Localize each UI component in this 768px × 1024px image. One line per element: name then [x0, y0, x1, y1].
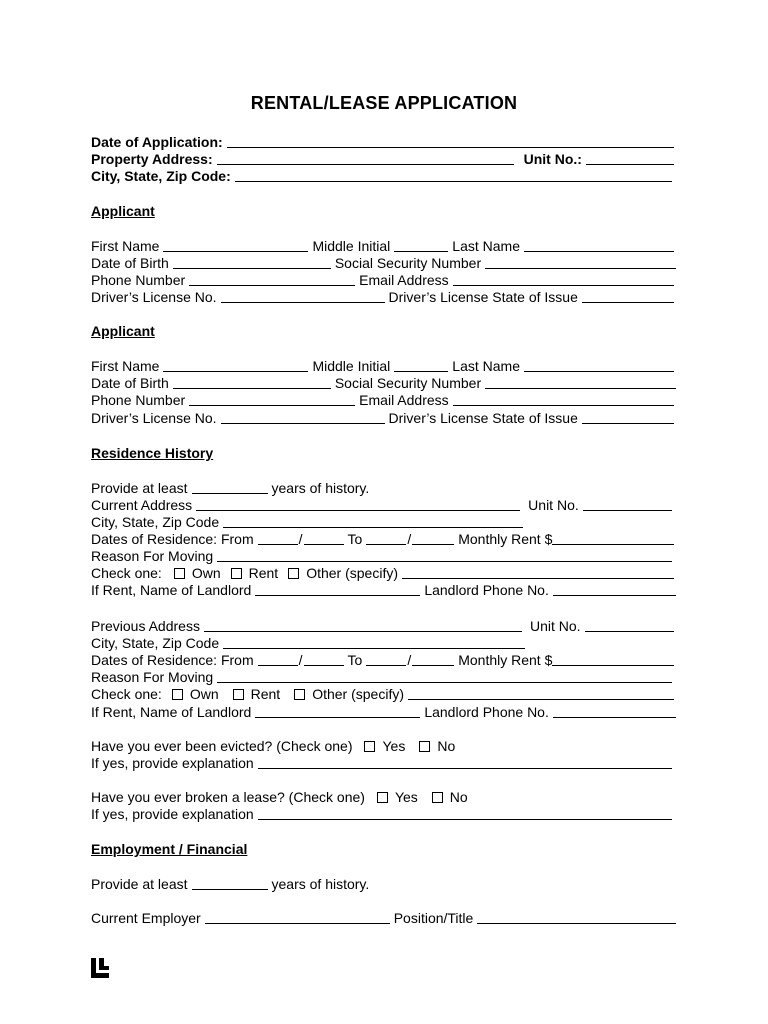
evicted-yes-checkbox[interactable]: [364, 741, 375, 752]
to-year-field[interactable]: [412, 532, 454, 545]
applicant-1-license-row: [91, 288, 678, 305]
check-one-label: Check one:: [91, 686, 162, 702]
city-state-zip-label: City, State, Zip Code: [91, 514, 220, 530]
landlord-phone-field[interactable]: [553, 583, 676, 596]
from-month-field[interactable]: [258, 532, 298, 545]
current-check-one-row: [91, 564, 678, 581]
date-slash: /: [298, 531, 303, 547]
landlord-name-label: If Rent, Name of Landlord: [91, 582, 252, 598]
own-checkbox[interactable]: [172, 689, 183, 700]
dates-from-label: Dates of Residence: From: [91, 531, 254, 547]
current-address-row: [91, 496, 678, 513]
current-dates-row: [91, 530, 678, 547]
position-title-label: Position/Title: [393, 910, 474, 926]
unit-no-label: Unit No.: [529, 618, 581, 634]
employment-years-field[interactable]: [192, 877, 268, 890]
date-of-birth-field[interactable]: [173, 376, 331, 389]
applicant-1-phone-row: [91, 271, 678, 288]
monthly-rent-field[interactable]: [552, 653, 674, 666]
date-of-application-row: [91, 133, 678, 150]
residence-years-row: [91, 479, 678, 496]
to-label: To: [347, 652, 363, 668]
middle-initial-field[interactable]: [394, 239, 448, 252]
middle-initial-label: Middle Initial: [312, 238, 391, 254]
landlord-phone-label: Landlord Phone No.: [424, 704, 549, 720]
evicted-explain-row: [91, 754, 678, 771]
phone-number-field[interactable]: [189, 273, 355, 286]
ssn-field[interactable]: [485, 256, 676, 269]
email-address-label: Email Address: [359, 272, 449, 288]
own-label: Own: [189, 686, 219, 702]
landlord-name-label: If Rent, Name of Landlord: [91, 704, 252, 720]
rent-checkbox[interactable]: [231, 568, 242, 579]
own-checkbox[interactable]: [174, 568, 185, 579]
evicted-yes-label: Yes: [382, 738, 406, 754]
broken-lease-explain-row: [91, 805, 678, 822]
broken-lease-no-checkbox[interactable]: [432, 792, 443, 803]
phone-number-label: Phone Number: [91, 392, 186, 408]
provide-at-least-label: Provide at least: [91, 480, 188, 496]
years-of-history-label: years of history.: [271, 480, 370, 496]
property-address-label: Property Address:: [91, 151, 213, 167]
email-address-field[interactable]: [453, 273, 674, 286]
other-specify-field[interactable]: [402, 566, 674, 579]
broken-lease-no-label: No: [449, 789, 468, 805]
email-address-field[interactable]: [453, 393, 674, 406]
to-month-field[interactable]: [366, 653, 406, 666]
landlord-name-field[interactable]: [255, 705, 420, 718]
from-year-field[interactable]: [304, 532, 344, 545]
city-state-zip-field[interactable]: [235, 169, 672, 182]
current-city-state-zip-field[interactable]: [223, 515, 523, 528]
employment-financial-heading: Employment / Financial: [91, 841, 248, 857]
property-address-row: [91, 150, 678, 167]
monthly-rent-field[interactable]: [552, 532, 674, 545]
evicted-no-label: No: [437, 738, 456, 754]
applicant-1-heading: Applicant: [91, 203, 155, 219]
date-of-birth-field[interactable]: [173, 256, 331, 269]
current-address-field[interactable]: [196, 498, 520, 511]
broken-lease-explain-field[interactable]: [258, 807, 672, 820]
document-title: RENTAL/LEASE APPLICATION: [250, 93, 518, 113]
license-state-field[interactable]: [582, 290, 674, 303]
to-label: To: [347, 531, 363, 547]
middle-initial-field[interactable]: [394, 359, 448, 372]
monthly-rent-label: Monthly Rent $: [458, 652, 553, 668]
own-label: Own: [191, 565, 221, 581]
license-no-label: Driver’s License No.: [91, 289, 217, 305]
applicant-1-name-row: [91, 237, 678, 254]
unit-no-label: Unit No.:: [523, 151, 582, 167]
reason-for-moving-field[interactable]: [217, 549, 672, 562]
rent-label: Rent: [248, 565, 279, 581]
previous-check-one-row: [91, 685, 678, 702]
license-state-field[interactable]: [582, 411, 674, 424]
last-name-field[interactable]: [524, 359, 674, 372]
license-state-label: Driver’s License State of Issue: [388, 410, 578, 426]
evicted-question-row: [91, 737, 678, 754]
unit-no-label: Unit No.: [528, 497, 579, 513]
landlord-phone-label: Landlord Phone No.: [424, 582, 549, 598]
position-title-field[interactable]: [477, 911, 676, 924]
other-checkbox[interactable]: [294, 689, 305, 700]
to-month-field[interactable]: [366, 532, 406, 545]
current-reason-row: [91, 547, 678, 564]
evicted-explain-field[interactable]: [258, 756, 672, 769]
brand-logo-icon: [91, 958, 109, 978]
landlord-phone-field[interactable]: [553, 705, 676, 718]
phone-number-field[interactable]: [189, 393, 355, 406]
residence-history-heading: Residence History: [91, 445, 214, 461]
unit-no-field[interactable]: [586, 152, 674, 165]
ssn-label: Social Security Number: [334, 255, 482, 271]
other-specify-label: Other (specify): [306, 565, 399, 581]
current-employer-row: [91, 909, 678, 926]
last-name-field[interactable]: [524, 239, 674, 252]
broken-lease-explain-label: If yes, provide explanation: [91, 806, 254, 822]
reason-for-moving-field[interactable]: [217, 670, 672, 683]
previous-landlord-row: [91, 703, 678, 720]
phone-number-label: Phone Number: [91, 272, 186, 288]
broken-lease-yes-label: Yes: [394, 789, 418, 805]
unit-no-field[interactable]: [585, 619, 674, 632]
rent-checkbox[interactable]: [233, 689, 244, 700]
to-year-field[interactable]: [412, 653, 454, 666]
date-slash: /: [407, 531, 412, 547]
license-no-field[interactable]: [221, 411, 385, 424]
previous-address-field[interactable]: [204, 619, 522, 632]
unit-no-field[interactable]: [583, 498, 672, 511]
evicted-explain-label: If yes, provide explanation: [91, 755, 254, 771]
applicant-2-name-row: [91, 357, 678, 374]
date-slash: /: [298, 652, 303, 668]
current-address-label: Current Address: [91, 497, 193, 513]
previous-address-row: [91, 617, 678, 634]
applicant-2-dob-row: [91, 374, 678, 391]
first-name-field[interactable]: [163, 239, 308, 252]
dates-from-label: Dates of Residence: From: [91, 652, 254, 668]
other-checkbox[interactable]: [288, 568, 299, 579]
broken-lease-question-label: Have you ever broken a lease? (Check one): [91, 789, 365, 805]
date-of-birth-label: Date of Birth: [91, 255, 169, 271]
previous-reason-row: [91, 668, 678, 685]
last-name-label: Last Name: [452, 358, 520, 374]
date-of-application-label: Date of Application:: [91, 134, 223, 150]
broken-lease-question-row: [91, 788, 678, 805]
applicant-2-phone-row: [91, 391, 678, 408]
other-specify-label: Other (specify): [312, 686, 405, 702]
from-year-field[interactable]: [304, 653, 344, 666]
date-of-birth-label: Date of Birth: [91, 375, 169, 391]
license-no-label: Driver’s License No.: [91, 410, 217, 426]
check-one-label: Check one:: [91, 565, 162, 581]
landlord-name-field[interactable]: [255, 583, 420, 596]
reason-for-moving-label: Reason For Moving: [91, 548, 214, 564]
license-no-field[interactable]: [221, 290, 385, 303]
broken-lease-yes-checkbox[interactable]: [377, 792, 388, 803]
previous-city-row: [91, 634, 678, 651]
provide-at-least-label: Provide at least: [91, 876, 188, 892]
city-state-zip-label: City, State, Zip Code: [91, 635, 220, 651]
evicted-question-label: Have you ever been evicted? (Check one): [91, 738, 353, 754]
years-of-history-label: years of history.: [271, 876, 370, 892]
other-specify-field[interactable]: [408, 687, 674, 700]
ssn-label: Social Security Number: [334, 375, 482, 391]
applicant-2-license-row: [91, 409, 678, 426]
date-slash: /: [407, 652, 412, 668]
first-name-label: First Name: [91, 238, 160, 254]
license-state-label: Driver’s License State of Issue: [388, 289, 578, 305]
applicant-1-dob-row: [91, 254, 678, 271]
date-of-application-field[interactable]: [227, 135, 674, 148]
monthly-rent-label: Monthly Rent $: [458, 531, 553, 547]
evicted-no-checkbox[interactable]: [419, 741, 430, 752]
city-state-zip-label: City, State, Zip Code:: [91, 168, 231, 184]
previous-city-state-zip-field[interactable]: [223, 636, 525, 649]
first-name-label: First Name: [91, 358, 160, 374]
reason-for-moving-label: Reason For Moving: [91, 669, 214, 685]
rent-label: Rent: [250, 686, 281, 702]
current-employer-label: Current Employer: [91, 910, 201, 926]
current-city-row: [91, 513, 678, 530]
email-address-label: Email Address: [359, 392, 449, 408]
ssn-field[interactable]: [485, 376, 676, 389]
property-address-field[interactable]: [217, 152, 514, 165]
current-employer-field[interactable]: [205, 911, 390, 924]
current-landlord-row: [91, 581, 678, 598]
employment-years-row: [91, 875, 678, 892]
applicant-2-heading: Applicant: [91, 323, 155, 339]
previous-address-label: Previous Address: [91, 618, 200, 634]
middle-initial-label: Middle Initial: [312, 358, 391, 374]
first-name-field[interactable]: [163, 359, 308, 372]
from-month-field[interactable]: [258, 653, 298, 666]
city-state-zip-row: [91, 167, 678, 184]
residence-years-field[interactable]: [192, 481, 268, 494]
previous-dates-row: [91, 651, 678, 668]
last-name-label: Last Name: [452, 238, 520, 254]
